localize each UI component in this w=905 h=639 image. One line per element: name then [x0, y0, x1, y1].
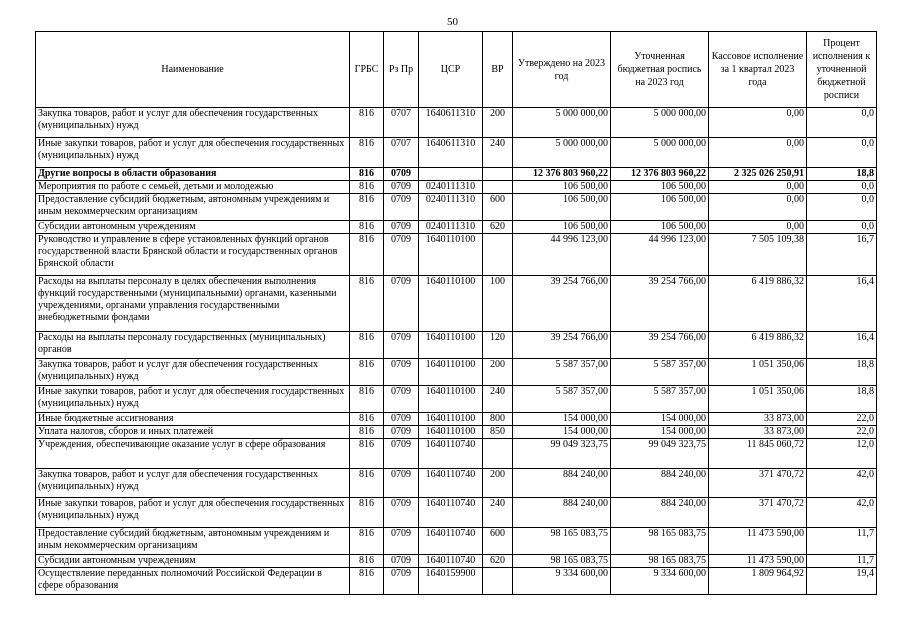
- cell-name: Мероприятия по работе с семьей, детьми и молодежью: [36, 181, 350, 194]
- cell-name: Иные закупки товаров, работ и услуг для обеспечения государственных (муниципальных) нужд: [36, 386, 350, 413]
- cell-vr: 600: [483, 528, 513, 555]
- cell-revised: 98 165 083,75: [611, 555, 709, 568]
- cell-approved: 154 000,00: [513, 426, 611, 439]
- cell-csr: 0240111310: [419, 221, 483, 234]
- cell-percent: 12,0: [807, 439, 877, 469]
- cell-approved: 884 240,00: [513, 498, 611, 528]
- cell-revised: 884 240,00: [611, 498, 709, 528]
- cell-grbs: 816: [350, 221, 384, 234]
- cell-vr: 200: [483, 359, 513, 386]
- cell-approved: 98 165 083,75: [513, 528, 611, 555]
- cell-cash: 0,00: [709, 108, 807, 138]
- cell-revised: 5 000 000,00: [611, 108, 709, 138]
- cell-name: Субсидии автономным учреждениям: [36, 555, 350, 568]
- table-row: [36, 555, 877, 568]
- cell-approved: 106 500,00: [513, 181, 611, 194]
- cell-rzpr: 0709: [384, 332, 419, 359]
- cell-approved: 39 254 766,00: [513, 276, 611, 332]
- cell-csr: 1640110100: [419, 413, 483, 426]
- cell-name: Закупка товаров, работ и услуг для обеспечения государственных (муниципальных) нужд: [36, 469, 350, 498]
- table-row: [36, 528, 877, 555]
- cell-grbs: 816: [350, 568, 384, 595]
- cell-rzpr: 0709: [384, 469, 419, 498]
- cell-csr: 1640110740: [419, 555, 483, 568]
- cell-vr: 620: [483, 221, 513, 234]
- cell-cash: 6 419 886,32: [709, 276, 807, 332]
- cell-percent: 16,4: [807, 332, 877, 359]
- cell-name: Субсидии автономным учреждениям: [36, 221, 350, 234]
- cell-csr: 1640159900: [419, 568, 483, 595]
- table-row: [36, 413, 877, 426]
- cell-rzpr: 0707: [384, 138, 419, 168]
- header-grbs: ГРБС: [350, 32, 384, 108]
- cell-cash: 11 473 590,00: [709, 528, 807, 555]
- cell-revised: 39 254 766,00: [611, 276, 709, 332]
- cell-cash: 1 051 350,06: [709, 386, 807, 413]
- table-row: [36, 386, 877, 413]
- cell-revised: 106 500,00: [611, 194, 709, 221]
- table-row: [36, 138, 877, 168]
- budget-execution-table: [35, 31, 877, 595]
- cell-approved: 39 254 766,00: [513, 332, 611, 359]
- cell-approved: 154 000,00: [513, 413, 611, 426]
- cell-percent: 22,0: [807, 413, 877, 426]
- cell-vr: 850: [483, 426, 513, 439]
- header-vr: ВР: [483, 32, 513, 108]
- cell-revised: 106 500,00: [611, 221, 709, 234]
- cell-vr: 240: [483, 138, 513, 168]
- cell-vr: 120: [483, 332, 513, 359]
- header-rzpr: Рз Пр: [384, 32, 419, 108]
- cell-approved: 106 500,00: [513, 221, 611, 234]
- cell-grbs: 816: [350, 359, 384, 386]
- cell-revised: 12 376 803 960,22: [611, 168, 709, 181]
- cell-rzpr: 0709: [384, 413, 419, 426]
- cell-name: Расходы на выплаты персоналу в целях обеспечения выполнения функций государственными (муниципальными) органами, казенными учреждениями, органами управления государственными внебюджетными фондами: [36, 276, 350, 332]
- cell-csr: [419, 168, 483, 181]
- cell-approved: 106 500,00: [513, 194, 611, 221]
- cell-cash: 33 873,00: [709, 413, 807, 426]
- cell-cash: 7 505 109,38: [709, 234, 807, 276]
- cell-vr: 200: [483, 469, 513, 498]
- cell-grbs: 816: [350, 413, 384, 426]
- cell-name: Предоставление субсидий бюджетным, автономным учреждениям и иным некоммерческим организациям: [36, 194, 350, 221]
- cell-revised: 884 240,00: [611, 469, 709, 498]
- cell-percent: 18,8: [807, 386, 877, 413]
- cell-name: Расходы на выплаты персоналу государственных (муниципальных) органов: [36, 332, 350, 359]
- cell-rzpr: 0709: [384, 276, 419, 332]
- cell-approved: 44 996 123,00: [513, 234, 611, 276]
- cell-vr: 200: [483, 108, 513, 138]
- header-name: Наименование: [36, 32, 350, 108]
- cell-revised: 99 049 323,75: [611, 439, 709, 469]
- cell-rzpr: 0709: [384, 555, 419, 568]
- cell-revised: 44 996 123,00: [611, 234, 709, 276]
- cell-percent: 0,0: [807, 181, 877, 194]
- cell-name: Иные бюджетные ассигнования: [36, 413, 350, 426]
- cell-vr: 800: [483, 413, 513, 426]
- table-row: [36, 469, 877, 498]
- cell-percent: 42,0: [807, 469, 877, 498]
- cell-name: Иные закупки товаров, работ и услуг для обеспечения государственных (муниципальных) нужд: [36, 498, 350, 528]
- cell-grbs: 816: [350, 108, 384, 138]
- cell-grbs: 816: [350, 181, 384, 194]
- cell-name: Иные закупки товаров, работ и услуг для обеспечения государственных (муниципальных) нужд: [36, 138, 350, 168]
- cell-approved: 5 587 357,00: [513, 359, 611, 386]
- cell-grbs: 816: [350, 168, 384, 181]
- cell-rzpr: 0709: [384, 194, 419, 221]
- cell-percent: 22,0: [807, 426, 877, 439]
- cell-vr: 100: [483, 276, 513, 332]
- cell-approved: 884 240,00: [513, 469, 611, 498]
- cell-vr: [483, 439, 513, 469]
- cell-rzpr: 0709: [384, 568, 419, 595]
- cell-approved: 5 587 357,00: [513, 386, 611, 413]
- cell-grbs: 816: [350, 528, 384, 555]
- cell-revised: 154 000,00: [611, 426, 709, 439]
- cell-grbs: 816: [350, 332, 384, 359]
- cell-grbs: 816: [350, 469, 384, 498]
- cell-cash: 11 845 060,72: [709, 439, 807, 469]
- cell-percent: 11,7: [807, 555, 877, 568]
- cell-approved: 98 165 083,75: [513, 555, 611, 568]
- cell-name: Закупка товаров, работ и услуг для обеспечения государственных (муниципальных) нужд: [36, 108, 350, 138]
- cell-cash: 2 325 026 250,91: [709, 168, 807, 181]
- cell-vr: 600: [483, 194, 513, 221]
- table-body: [36, 108, 877, 595]
- table-row: [36, 168, 877, 181]
- cell-revised: 9 334 600,00: [611, 568, 709, 595]
- cell-grbs: 816: [350, 439, 384, 469]
- cell-revised: 154 000,00: [611, 413, 709, 426]
- table-header-row: [36, 32, 877, 108]
- cell-revised: 5 587 357,00: [611, 359, 709, 386]
- cell-rzpr: 0709: [384, 528, 419, 555]
- table-row: [36, 194, 877, 221]
- table-row: [36, 181, 877, 194]
- cell-rzpr: 0709: [384, 181, 419, 194]
- table-row: [36, 498, 877, 528]
- cell-cash: 371 470,72: [709, 498, 807, 528]
- cell-rzpr: 0709: [384, 359, 419, 386]
- header-percent: Процент исполнения к уточненной бюджетной росписи: [807, 32, 877, 108]
- cell-percent: 11,7: [807, 528, 877, 555]
- cell-csr: 1640110100: [419, 426, 483, 439]
- cell-rzpr: 0707: [384, 108, 419, 138]
- cell-approved: 5 000 000,00: [513, 138, 611, 168]
- header-revised: Уточненная бюджетная роспись на 2023 год: [611, 32, 709, 108]
- cell-name: Руководство и управление в сфере установленных функций органов государственной власти Брянской области и государственных органов Брянской области: [36, 234, 350, 276]
- cell-csr: 1640611310: [419, 108, 483, 138]
- cell-grbs: 816: [350, 498, 384, 528]
- cell-vr: 620: [483, 555, 513, 568]
- table-row: [36, 221, 877, 234]
- cell-approved: 12 376 803 960,22: [513, 168, 611, 181]
- header-csr: ЦСР: [419, 32, 483, 108]
- cell-cash: 6 419 886,32: [709, 332, 807, 359]
- header-cash: Кассовое исполнение за 1 квартал 2023 года: [709, 32, 807, 108]
- cell-csr: 0240111310: [419, 181, 483, 194]
- cell-vr: 240: [483, 386, 513, 413]
- cell-grbs: 816: [350, 386, 384, 413]
- cell-percent: 0,0: [807, 194, 877, 221]
- cell-vr: [483, 168, 513, 181]
- table-row: [36, 568, 877, 595]
- cell-cash: 371 470,72: [709, 469, 807, 498]
- cell-revised: 106 500,00: [611, 181, 709, 194]
- cell-grbs: 816: [350, 426, 384, 439]
- cell-cash: 33 873,00: [709, 426, 807, 439]
- cell-vr: 240: [483, 498, 513, 528]
- header-approved: Утверждено на 2023 год: [513, 32, 611, 108]
- cell-approved: 99 049 323,75: [513, 439, 611, 469]
- cell-vr: [483, 568, 513, 595]
- cell-percent: 18,8: [807, 168, 877, 181]
- cell-percent: 16,7: [807, 234, 877, 276]
- cell-cash: 11 473 590,00: [709, 555, 807, 568]
- cell-grbs: 816: [350, 234, 384, 276]
- cell-name: Уплата налогов, сборов и иных платежей: [36, 426, 350, 439]
- page-number: 50: [447, 16, 458, 28]
- cell-rzpr: 0709: [384, 439, 419, 469]
- cell-grbs: 816: [350, 555, 384, 568]
- cell-percent: 0,0: [807, 221, 877, 234]
- table-row: [36, 359, 877, 386]
- cell-cash: 0,00: [709, 194, 807, 221]
- cell-csr: 1640110100: [419, 276, 483, 332]
- cell-rzpr: 0709: [384, 386, 419, 413]
- cell-name: Осуществление переданных полномочий Российской Федерации в сфере образования: [36, 568, 350, 595]
- cell-csr: 1640110100: [419, 332, 483, 359]
- cell-csr: 0240111310: [419, 194, 483, 221]
- cell-csr: 1640110100: [419, 234, 483, 276]
- cell-approved: 5 000 000,00: [513, 108, 611, 138]
- cell-percent: 42,0: [807, 498, 877, 528]
- cell-revised: 5 000 000,00: [611, 138, 709, 168]
- cell-csr: 1640110740: [419, 469, 483, 498]
- cell-cash: 0,00: [709, 221, 807, 234]
- cell-rzpr: 0709: [384, 426, 419, 439]
- cell-grbs: 816: [350, 138, 384, 168]
- table-row: [36, 276, 877, 332]
- cell-csr: 1640611310: [419, 138, 483, 168]
- cell-name: Другие вопросы в области образования: [36, 168, 350, 181]
- cell-cash: 1 809 964,92: [709, 568, 807, 595]
- cell-rzpr: 0709: [384, 498, 419, 528]
- cell-csr: 1640110100: [419, 386, 483, 413]
- cell-rzpr: 0709: [384, 221, 419, 234]
- cell-vr: [483, 234, 513, 276]
- cell-revised: 98 165 083,75: [611, 528, 709, 555]
- table-row: [36, 426, 877, 439]
- table-row: [36, 234, 877, 276]
- cell-name: Закупка товаров, работ и услуг для обеспечения государственных (муниципальных) нужд: [36, 359, 350, 386]
- cell-revised: 39 254 766,00: [611, 332, 709, 359]
- cell-percent: 0,0: [807, 138, 877, 168]
- cell-csr: 1640110740: [419, 498, 483, 528]
- table-row: [36, 439, 877, 469]
- cell-cash: 0,00: [709, 138, 807, 168]
- cell-approved: 9 334 600,00: [513, 568, 611, 595]
- cell-revised: 5 587 357,00: [611, 386, 709, 413]
- cell-percent: 18,8: [807, 359, 877, 386]
- cell-name: Предоставление субсидий бюджетным, автономным учреждениям и иным некоммерческим организациям: [36, 528, 350, 555]
- cell-rzpr: 0709: [384, 234, 419, 276]
- cell-cash: 1 051 350,06: [709, 359, 807, 386]
- cell-percent: 0,0: [807, 108, 877, 138]
- cell-cash: 0,00: [709, 181, 807, 194]
- table-row: [36, 108, 877, 138]
- cell-grbs: 816: [350, 276, 384, 332]
- cell-name: Учреждения, обеспечивающие оказание услуг в сфере образования: [36, 439, 350, 469]
- cell-percent: 19,4: [807, 568, 877, 595]
- cell-grbs: 816: [350, 194, 384, 221]
- cell-rzpr: 0709: [384, 168, 419, 181]
- cell-csr: 1640110740: [419, 439, 483, 469]
- cell-percent: 16,4: [807, 276, 877, 332]
- cell-vr: [483, 181, 513, 194]
- table-row: [36, 332, 877, 359]
- cell-csr: 1640110740: [419, 528, 483, 555]
- cell-csr: 1640110100: [419, 359, 483, 386]
